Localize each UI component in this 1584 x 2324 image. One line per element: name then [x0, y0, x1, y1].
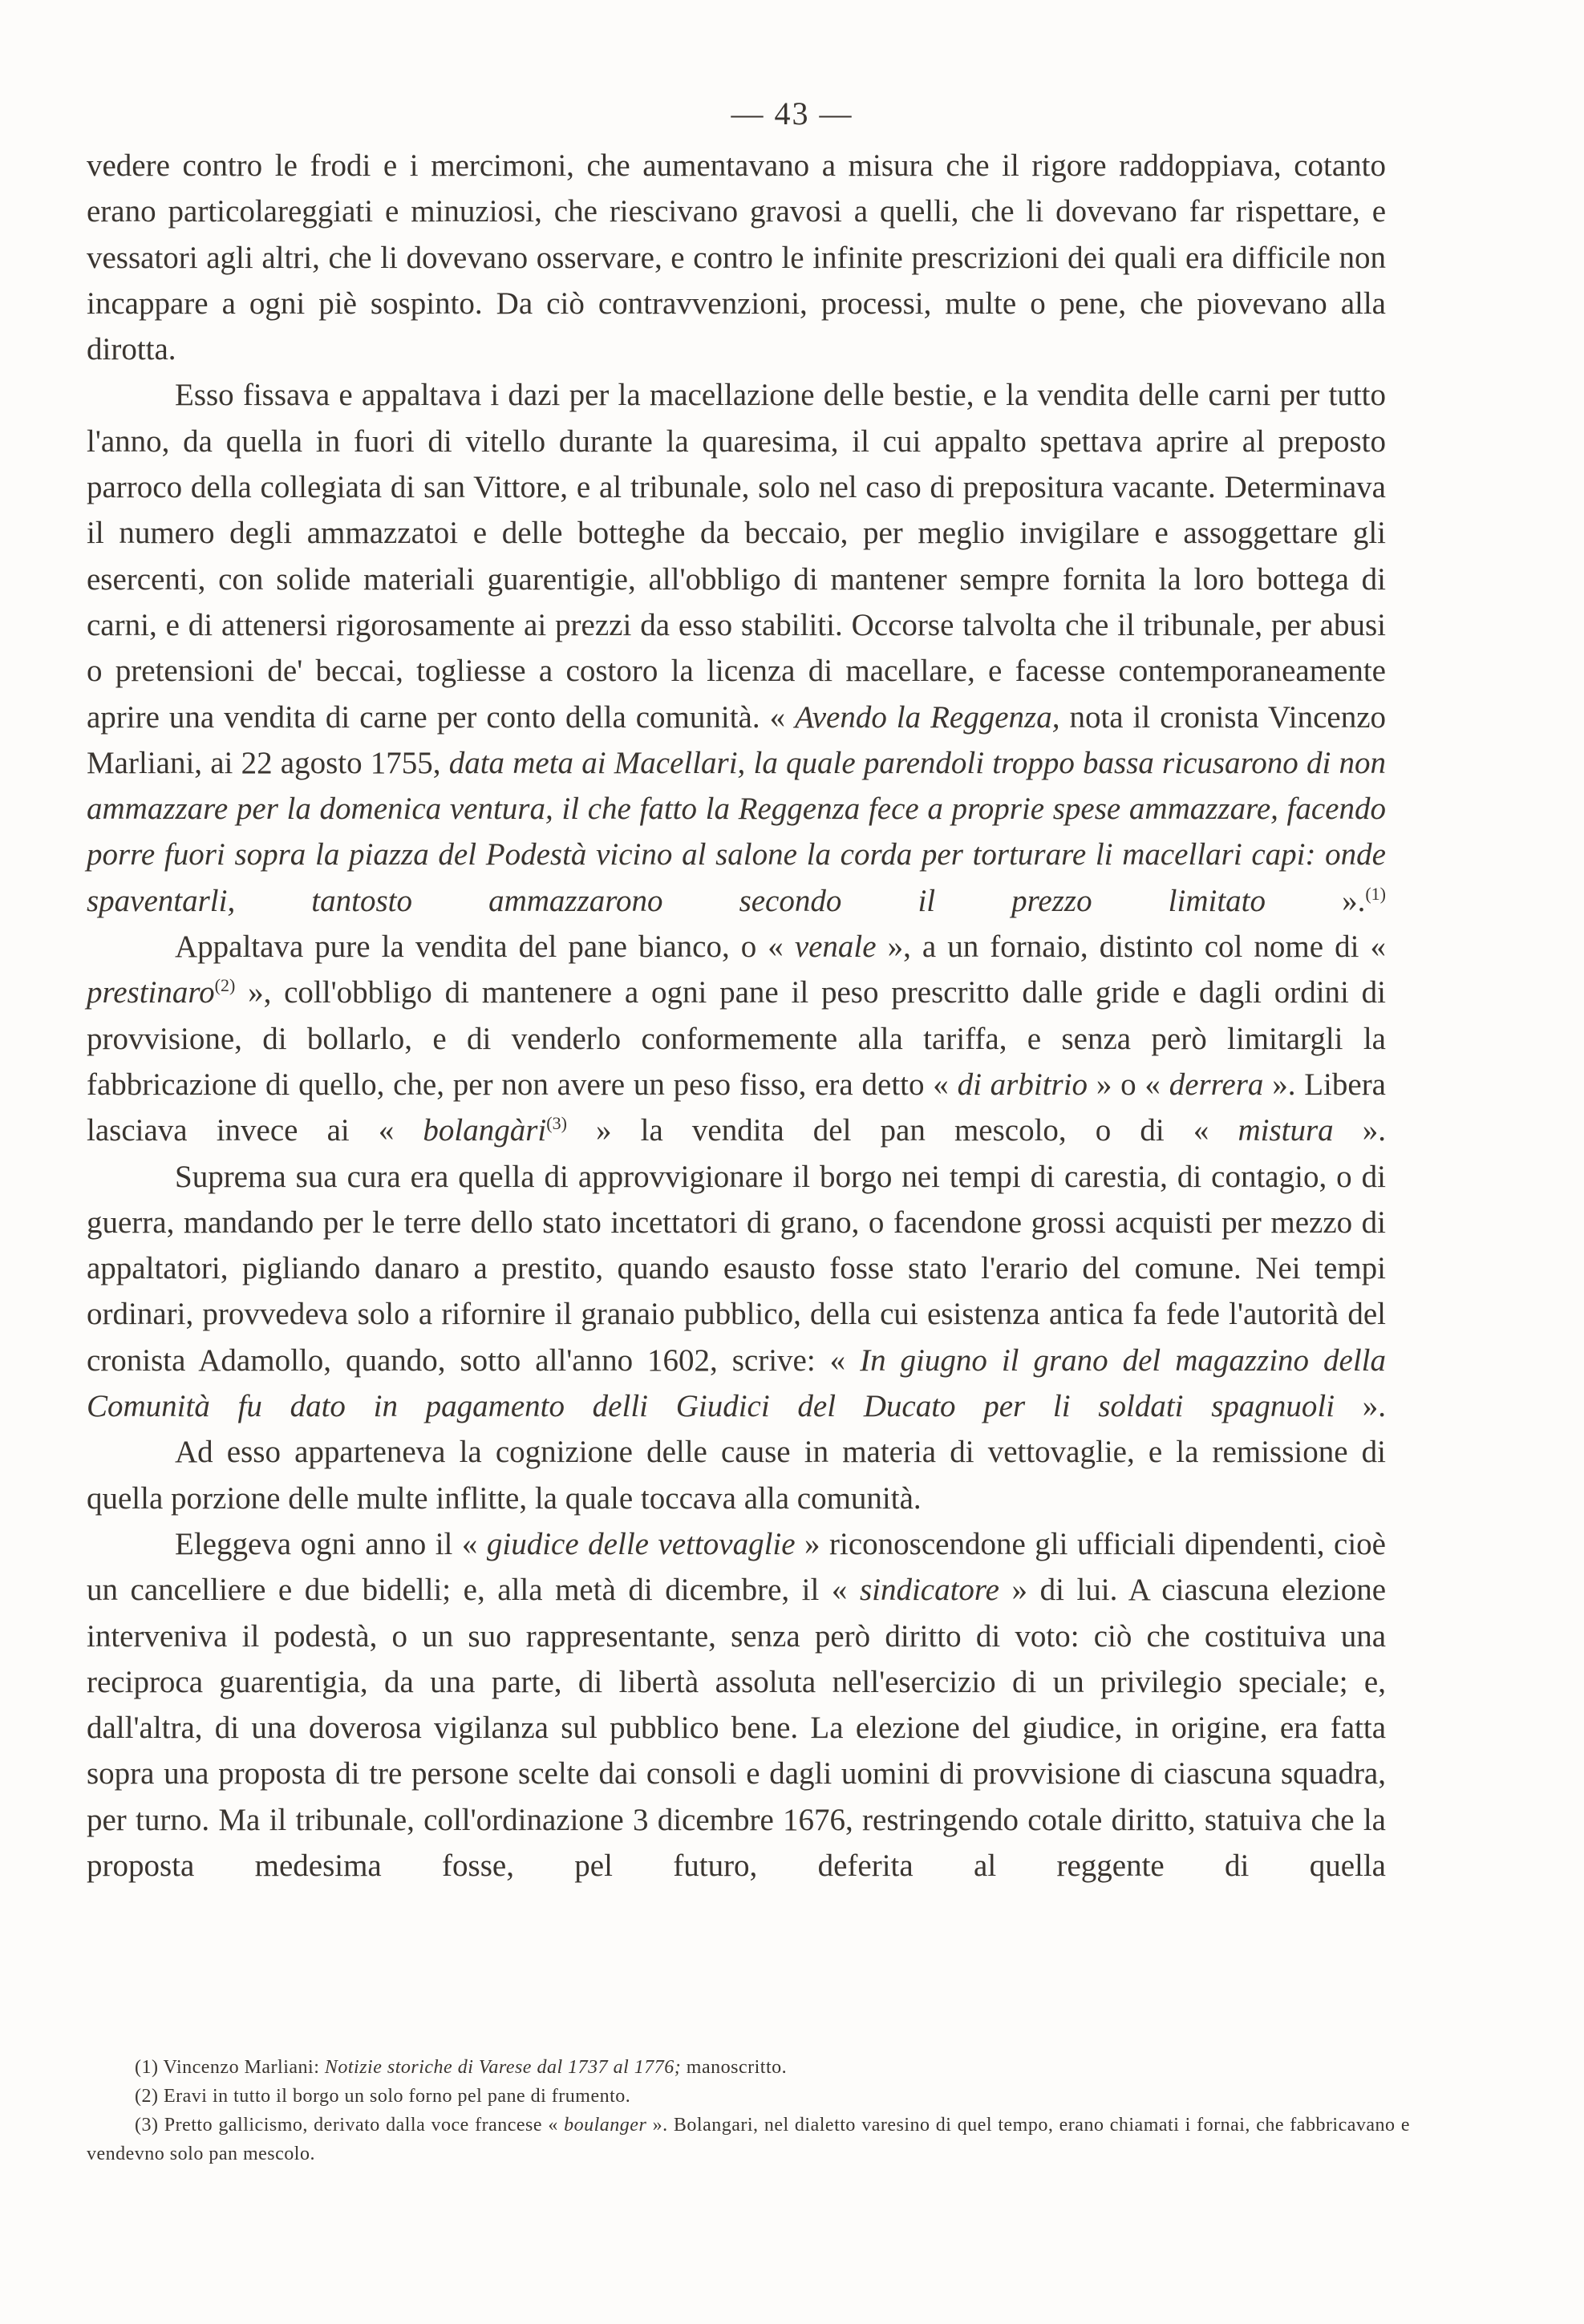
italic-text: Avendo la Reggenza, — [795, 699, 1060, 735]
text-run: ». Bolangari, nel dialetto varesino di quel tempo, erano chiamati i fornai, che fabbricavano e vendevno solo pan mescolo. — [87, 2115, 1410, 2164]
text-run: (3) Pretto gallicismo, derivato dalla voce francese « — [135, 2115, 565, 2136]
text-run: ». Libera lasciava invece ai « — [87, 1067, 1386, 1148]
italic-text: sindicatore — [859, 1573, 999, 1608]
text-run: Ad esso apparteneva la cognizione delle cause in materia di vettovaglie, e la remissione di quella porzione delle multe inflitte, la quale toccava alla comunità. — [87, 1435, 1386, 1516]
text-run: (2) Eravi in tutto il borgo un solo forno pel pane di frumento. — [135, 2086, 631, 2107]
page-number: — 43 — — [731, 95, 853, 132]
italic-text: di arbitrio — [957, 1067, 1088, 1102]
text-run: ». — [1333, 1113, 1386, 1148]
paragraph — [87, 1429, 1386, 1521]
text-run: », coll'obbligo di mantenere a ogni pane il peso prescritto dalle gride e dagli ordini di provvisione, di bollarlo, e di venderlo conformemente alla tariffa, e senza però limitargli la fabbricazione di quello, che, per non avere un peso fisso, era detto « — [87, 975, 1386, 1102]
italic-text: giudice delle vettovaglie — [486, 1526, 796, 1561]
footnotes — [87, 2053, 1410, 2168]
text-run: ». — [1266, 883, 1366, 918]
footnote-ref: (2) — [214, 975, 236, 996]
footnote — [87, 2053, 1410, 2082]
italic-text: data meta ai Macellari, la quale parendoli troppo bassa ricusarono di non ammazzare per la domenica ventura, il che fatto la Reggenza fece a proprie spese ammazzare, facendo porre fuori sopra la piazza del Podestà vicino al salone la corda per torturare li macellari capi: onde spaventarli, tantosto ammazzarono secondo il prezzo limitato — [87, 745, 1387, 918]
text-run: Esso fissava e appaltava i dazi per la macellazione delle bestie, e la vendita delle carni per tutto l'anno, da quella in fuori di vitello durante la quaresima, il cui appalto spettava aprire al preposto parroco della collegiata di san Vittore, e al tribunale, solo nel caso di prepositura vacante. Determinava il numero degli ammazzatoi e delle botteghe da beccaio, per meglio invigilare e assoggettare gli esercenti, con solide materiali guarentigie, all'obbligo di mantener sempre fornita la loro bottega di carni, e di attenersi rigorosamente ai prezzi da esso stabiliti. Occorse talvolta che il tribunale, per abusi o pretensioni de' beccai, togliesse a costoro la licenza di macellare, e facesse contemporaneamente aprire una vendita di carne per conto della comunità. « — [87, 378, 1386, 735]
text-run: Suprema sua cura era quella di approvvigionare il borgo nei tempi di carestia, di contagio, o di guerra, mandando per le terre dello stato incettatori di grano, o facendone grossi acquisti per mezzo di appaltatori, pigliando danaro a prestito, quando esausto fosse stato l'erario del comune. Nei tempi ordinari, provvedeva solo a rifornire il granaio pubblico, della cui esistenza antica fa fede l'autorità del cronista Adamollo, quando, sotto all'anno 1602, scrive: « — [87, 1159, 1386, 1378]
italic-text: derrera — [1169, 1067, 1264, 1102]
italic-text: prestinaro — [87, 975, 215, 1010]
italic-text: Notizie storiche di Varese dal 1737 al 1776; — [324, 2057, 682, 2078]
paragraph — [87, 924, 1386, 1153]
text-run: vedere contro le frodi e i mercimoni, che aumentavano a misura che il rigore raddoppiava, cotanto erano particolareggiati e minuziosi, che riescivano gravosi a quelli, che li dovevano far rispettare, e vessatori agli altri, che li dovevano osservare, e contro le infinite prescrizioni dei quali era difficile non incappare a ogni piè sospinto. Da ciò contravvenzioni, processi, multe o pene, che piovevano alla dirotta. — [87, 148, 1386, 367]
body-text — [87, 143, 1386, 1889]
footnote — [87, 2111, 1410, 2168]
footnote-ref: (3) — [546, 1113, 567, 1134]
italic-text: In giugno il grano del magazzino della Comunità fu dato in pagamento delli Giudici del Ducato per li soldati spagnuoli — [87, 1342, 1386, 1424]
text-run: Appaltava pure la vendita del pane bianco, o « — [175, 929, 795, 965]
footnote-ref: (1) — [1365, 883, 1386, 904]
text-run: » riconoscendone gli ufficiali dipendenti, cioè un cancelliere e due bidelli; e, alla metà di dicembre, il « — [87, 1526, 1386, 1608]
italic-text: bolangàri — [423, 1113, 547, 1148]
footnote — [87, 2082, 1410, 2111]
paragraph — [87, 143, 1386, 372]
paragraph — [87, 372, 1386, 924]
text-run: (1) Vincenzo Marliani: — [135, 2057, 325, 2078]
text-run: Eleggeva ogni anno il « — [175, 1526, 487, 1561]
text-run: ». — [1335, 1389, 1386, 1424]
text-run: manoscritto. — [681, 2057, 788, 2078]
paragraph — [87, 1521, 1386, 1889]
text-run: nota il cronista Vincenzo Marliani, ai 22 agosto 1755, — [87, 699, 1386, 780]
italic-text: mistura — [1238, 1113, 1334, 1148]
text-run: », a un fornaio, distinto col nome di « — [876, 929, 1386, 965]
italic-text: venale — [794, 929, 877, 965]
paragraph — [87, 1154, 1386, 1430]
text-run: » o « — [1088, 1067, 1169, 1102]
text-run: » di lui. A ciascuna elezione interveniva il podestà, o un suo rappresentante, senza però diritto di voto: ciò che costituiva una reciproca guarentigia, da una parte, di libertà assoluta nell'esercizio di un privilegio speciale; e, dall'altra, di una doverosa vigilanza sul pubblico bene. La elezione del giudice, in origine, era fatta sopra una proposta di tre persone scelte dai consoli e dagli uomini di provvisione di ciascuna squadra, per turno. Ma il tribunale, coll'ordinazione 3 dicembre 1676, restringendo cotale diritto, statuiva che la proposta medesima fosse, pel futuro, deferita al reggente di quella — [87, 1573, 1387, 1883]
text-run: » la vendita del pan mescolo, o di « — [566, 1113, 1238, 1148]
italic-text: boulanger — [564, 2115, 647, 2136]
